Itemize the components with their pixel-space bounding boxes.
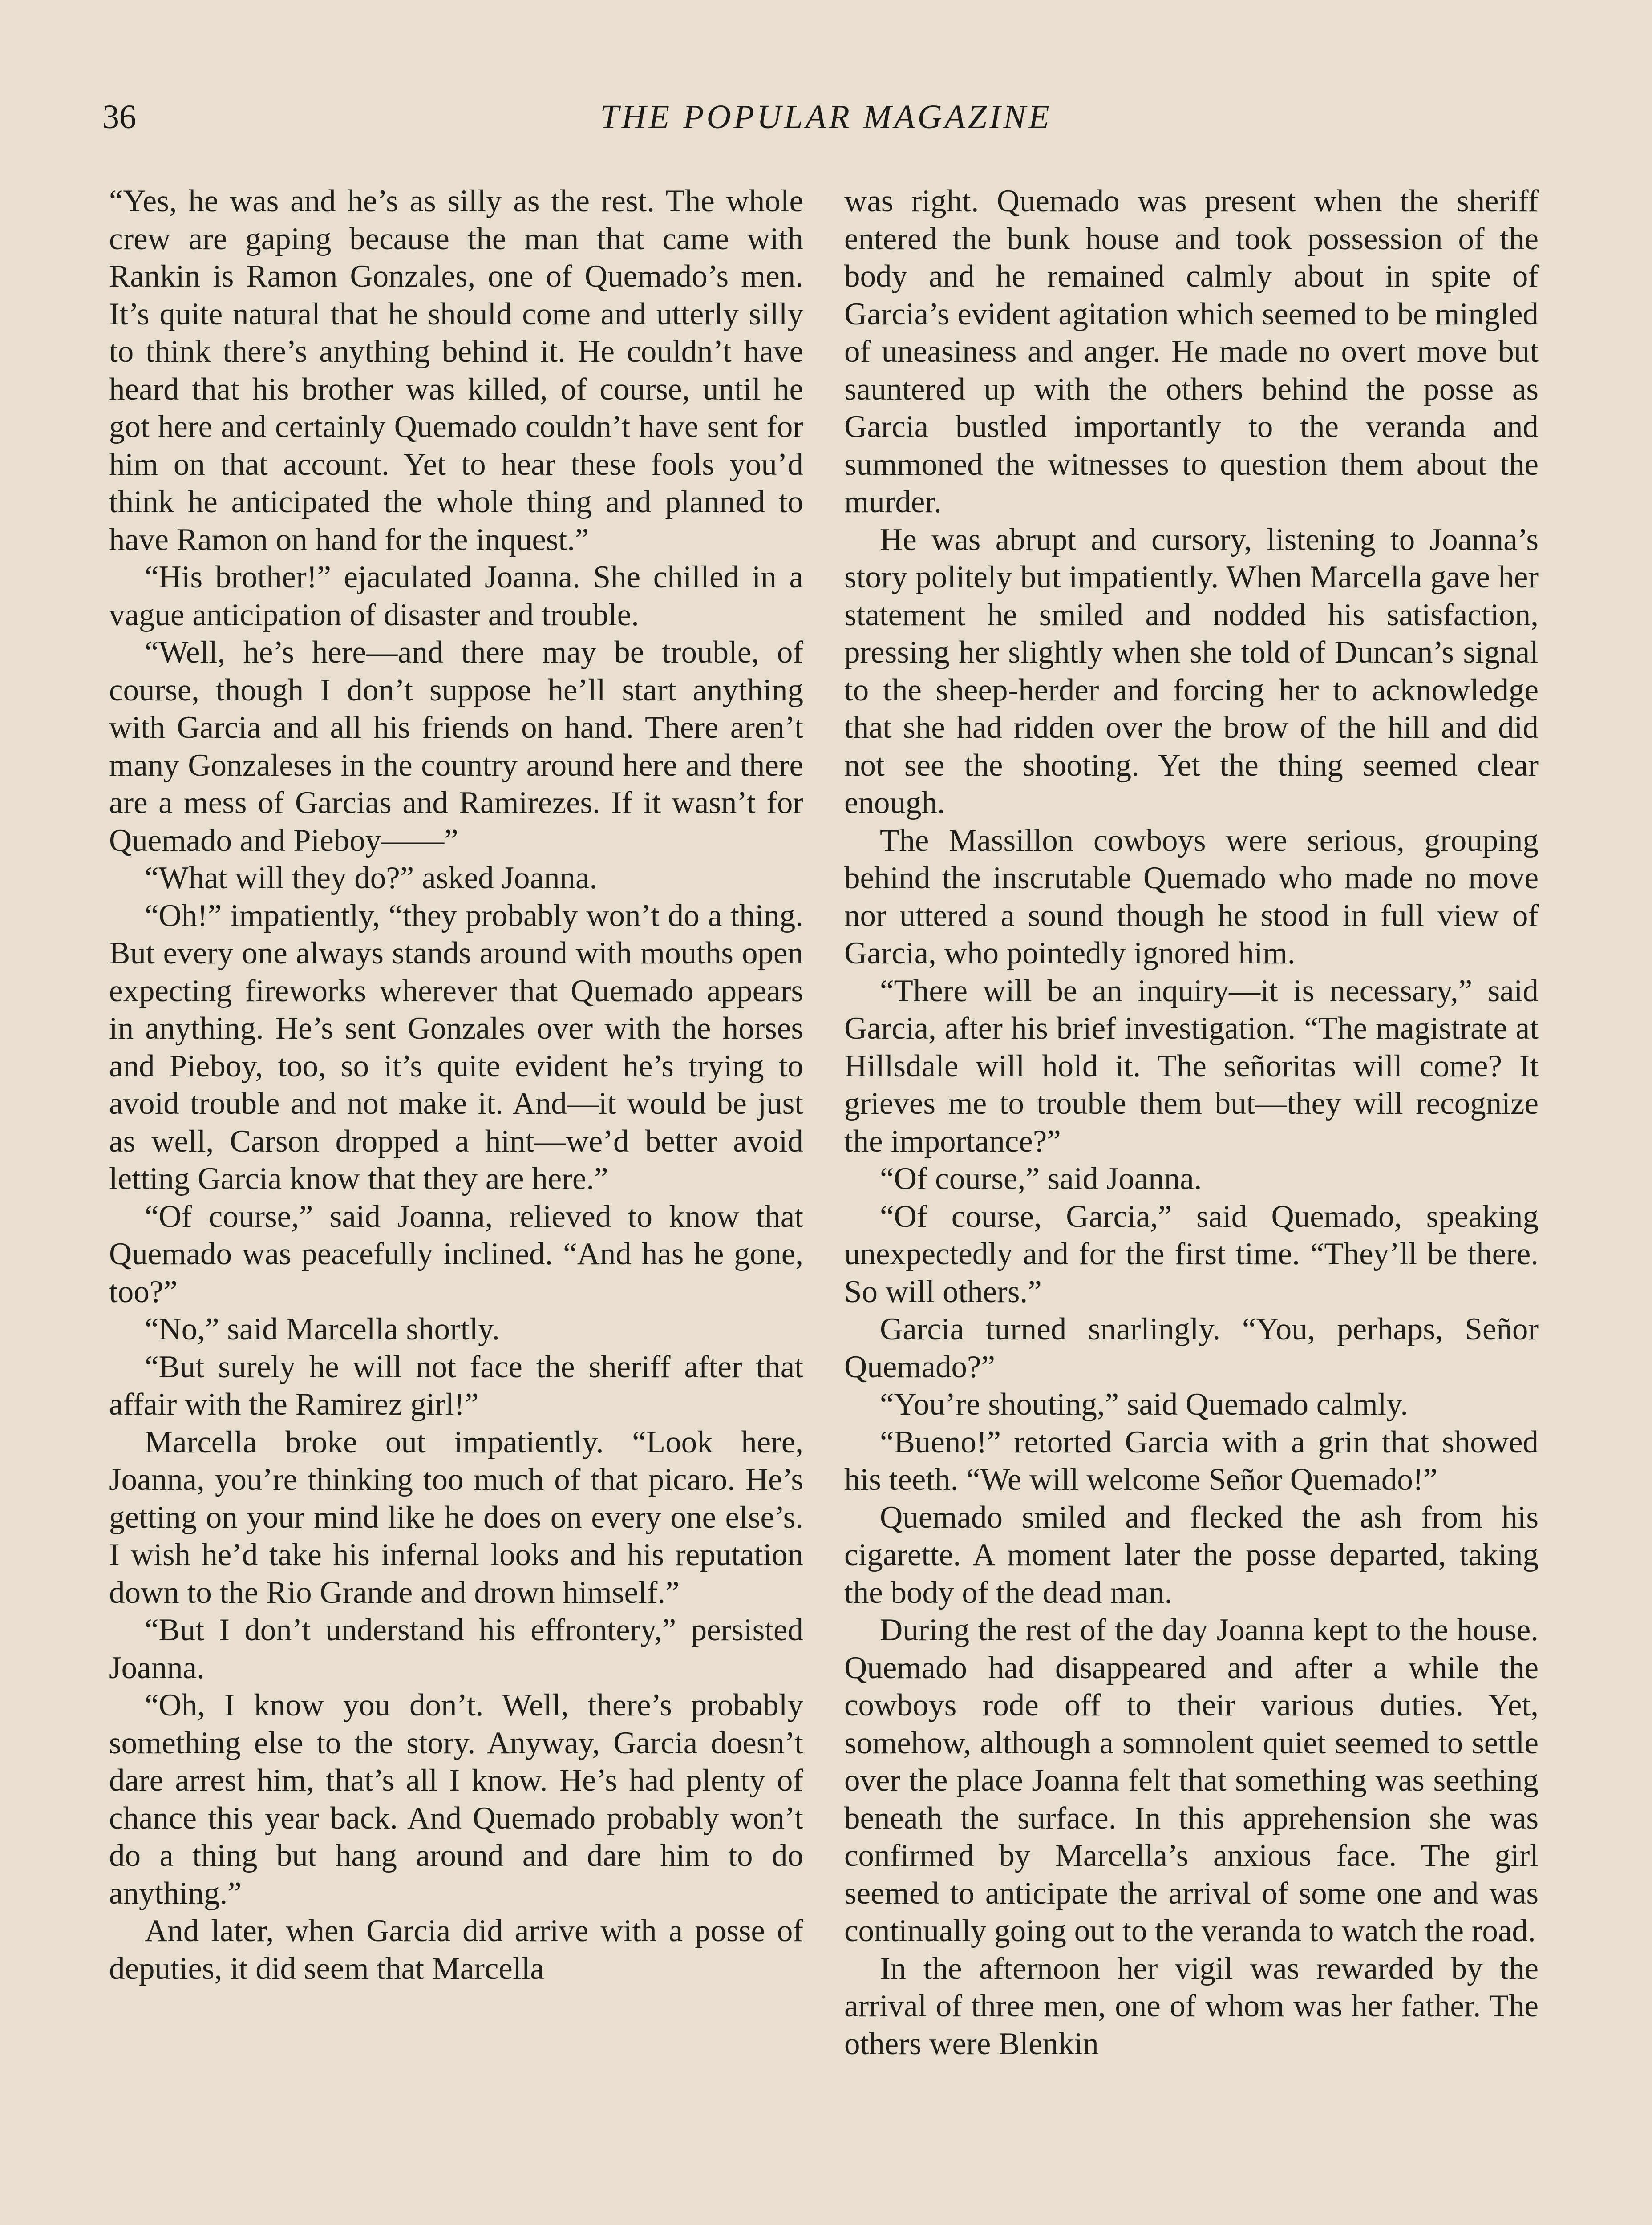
- page-number: 36: [102, 98, 136, 136]
- paragraph: Quemado smiled and flecked the ash from his cigarette. A moment later the posse departed, taking the body of the dead man.: [844, 1500, 1539, 1610]
- paragraph: Marcella broke out impatiently. “Look here, Joanna, you’re thinking too much of that picaro. He’s getting on your mind like he does on every one else’s. I wish he’d take his infernal looks and his reputation down to the Rio Grande and drown himself.”: [109, 1424, 803, 1610]
- paragraph: “Well, he’s here—and there may be trouble, of course, though I don’t suppose he’ll start anything with Garcia and all his friends on hand. There aren’t many Gonzaleses in the country around here and there are a mess of Garcias and Ramirezes. If it wasn’t for Quemado and Pieboy——”: [109, 635, 803, 858]
- paragraph: “There will be an inquiry—it is necessary,” said Garcia, after his brief investigation. “The magistrate at Hillsdale will hold it. The señoritas will come? It grieves me to trouble them but—they will recognize the importance?”: [844, 973, 1539, 1159]
- paragraph: The Massillon cowboys were serious, grouping behind the inscrutable Quemado who made no move nor uttered a sound though he stood in full view of Garcia, who pointedly ignored him.: [844, 823, 1539, 971]
- paragraph: He was abrupt and cursory, listening to Joanna’s story politely but impatiently. When Marcella gave her statement he smiled and nodded his satisfaction, pressing her slightly when she told of Duncan’s signal to the sheep-herder and forcing her to acknowledge that she had ridden over the brow of the hill and did not see the shooting. Yet the thing seemed clear enough.: [844, 522, 1539, 820]
- paragraph: In the afternoon her vigil was rewarded by the arrival of three men, one of whom was her father. The others were Blenkin: [844, 1951, 1539, 2061]
- paragraph: “Yes, he was and he’s as silly as the rest. The whole crew are gaping because the man that came with Rankin is Ramon Gonzales, one of Quemado’s men. It’s quite natural that he should come and utterly silly to think there’s anything behind it. He couldn’t have heard that his brother was killed, of course, until he got here and certainly Quemado couldn’t have sent for him on that account. Yet to hear these fools you’d think he anticipated the whole thing and planned to have Ramon on hand for the inquest.”: [109, 184, 803, 557]
- running-head: THE POPULAR MAGAZINE: [600, 98, 1052, 136]
- left-column: [109, 182, 803, 1987]
- page-header: [102, 98, 1550, 147]
- paragraph: And later, when Garcia did arrive with a posse of deputies, it did seem that Marcella: [109, 1914, 803, 1986]
- paragraph: “But surely he will not face the sheriff after that affair with the Ramirez girl!”: [109, 1349, 803, 1422]
- paragraph: “Of course, Garcia,” said Quemado, speaking unexpectedly and for the first time. “They’ll be there. So will others.”: [844, 1199, 1539, 1309]
- paragraph: “But I don’t understand his effrontery,” persisted Joanna.: [109, 1613, 803, 1685]
- paragraph: “Oh!” impatiently, “they probably won’t do a thing. But every one always stands around with mouths open expecting fireworks wherever that Quemado appears in anything. He’s sent Gonzales over with the horses and Pieboy, too, so it’s quite evident he’s trying to avoid trouble and not make it. And—it would be just as well, Carson dropped a hint—we’d better avoid letting Garcia know that they are here.”: [109, 898, 803, 1196]
- paragraph: During the rest of the day Joanna kept to the house. Quemado had disappeared and after a while the cowboys rode off to their various duties. Yet, somehow, although a somnolent quiet seemed to settle over the place Joanna felt that something was seething beneath the surface. In this apprehension she was confirmed by Marcella’s anxious face. The girl seemed to anticipate the arrival of some one and was continually going out to the veranda to watch the road.: [844, 1613, 1539, 1948]
- right-column: [844, 182, 1539, 2063]
- paragraph: “No,” said Marcella shortly.: [145, 1312, 500, 1347]
- paragraph: “Oh, I know you don’t. Well, there’s probably something else to the story. Anyway, Garcia doesn’t dare arrest him, that’s all I know. He’s had plenty of chance this year back. And Quemado probably won’t do a thing but hang around and dare him to do anything.”: [109, 1688, 803, 1911]
- paragraph: “His brother!” ejaculated Joanna. She chilled in a vague anticipation of disaster and trouble.: [109, 560, 803, 632]
- paragraph: Garcia turned snarlingly. “You, perhaps, Señor Quemado?”: [844, 1312, 1539, 1384]
- paragraph: “Bueno!” retorted Garcia with a grin that showed his teeth. “We will welcome Señor Quemado!”: [844, 1424, 1539, 1497]
- paragraph: was right. Quemado was present when the sheriff entered the bunk house and took possession of the body and he remained calmly about in spite of Garcia’s evident agitation which seemed to be mingled of uneasiness and anger. He made no overt move but sauntered up with the others behind the posse as Garcia bustled importantly to the veranda and summoned the witnesses to question them about the murder.: [844, 184, 1539, 519]
- paragraph: “Of course,” said Joanna.: [880, 1161, 1202, 1196]
- paragraph: “You’re shouting,” said Quemado calmly.: [880, 1387, 1409, 1422]
- paragraph: “What will they do?” asked Joanna.: [145, 861, 598, 895]
- paragraph: “Of course,” said Joanna, relieved to know that Quemado was peacefully inclined. “And has he gone, too?”: [109, 1199, 803, 1309]
